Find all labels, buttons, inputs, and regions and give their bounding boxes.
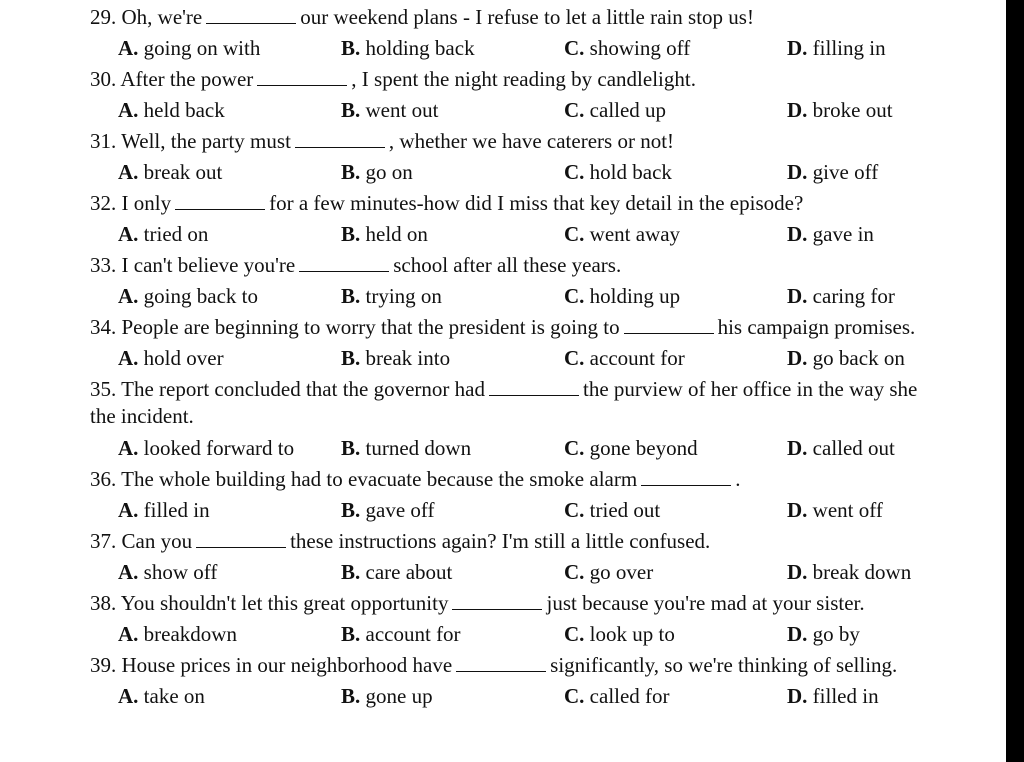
option-c: C. tried out [564, 498, 661, 522]
option-a: A. filled in [118, 498, 210, 522]
answer-blank [641, 467, 731, 486]
option-a: A. take on [118, 684, 205, 708]
option-c: C. showing off [564, 36, 691, 60]
question-37: 37. Can you these instructions again? I'm still a little confused. [90, 529, 711, 553]
option-b: B. care about [341, 560, 453, 584]
option-c: C. went away [564, 222, 681, 246]
option-c: C. hold back [564, 160, 672, 184]
answer-blank [489, 377, 579, 396]
option-d: D. go by [787, 622, 860, 646]
option-a: A. breakdown [118, 622, 237, 646]
option-b: B. went out [341, 98, 439, 122]
option-a: A. hold over [118, 346, 224, 370]
option-d: D. went off [787, 498, 883, 522]
option-b: B. holding back [341, 36, 475, 60]
answer-blank [456, 653, 546, 672]
option-b: B. account for [341, 622, 461, 646]
option-b: B. gave off [341, 498, 435, 522]
option-a: A. going on with [118, 36, 261, 60]
option-d: D. caring for [787, 284, 895, 308]
answer-blank [175, 191, 265, 210]
question-36: 36. The whole building had to evacuate because the smoke alarm . [90, 467, 741, 491]
option-c: C. called up [564, 98, 667, 122]
option-c: C. account for [564, 346, 685, 370]
option-a: A. break out [118, 160, 223, 184]
question-34: 34. People are beginning to worry that the president is going to his campaign promises. [90, 315, 916, 339]
question-35: 35. The report concluded that the governor had the purview of her office in the way she [90, 377, 918, 401]
option-c: C. look up to [564, 622, 675, 646]
option-d: D. called out [787, 436, 895, 460]
answer-blank [206, 5, 296, 24]
option-d: D. give off [787, 160, 879, 184]
option-b: B. held on [341, 222, 428, 246]
option-b: B. trying on [341, 284, 442, 308]
option-d: D. go back on [787, 346, 905, 370]
question-38: 38. You shouldn't let this great opportunity just because you're mad at your sister. [90, 591, 865, 615]
option-c: C. go over [564, 560, 654, 584]
answer-blank [257, 67, 347, 86]
option-a: A. going back to [118, 284, 258, 308]
answer-blank [624, 315, 714, 334]
answer-blank [299, 253, 389, 272]
answer-blank [196, 529, 286, 548]
question-33: 33. I can't believe you're school after all these years. [90, 253, 622, 277]
question-35-continuation: the incident. [90, 404, 194, 428]
answer-blank [452, 591, 542, 610]
question-31: 31. Well, the party must , whether we have caterers or not! [90, 129, 675, 153]
question-29: 29. Oh, we're our weekend plans - I refuse to let a little rain stop us! [90, 5, 754, 29]
option-a: A. looked forward to [118, 436, 295, 460]
option-d: D. broke out [787, 98, 893, 122]
option-d: D. gave in [787, 222, 874, 246]
option-d: D. break down [787, 560, 912, 584]
question-30: 30. After the power , I spent the night reading by candlelight. [90, 67, 696, 91]
option-c: C. called for [564, 684, 670, 708]
question-32: 32. I only for a few minutes-how did I miss that key detail in the episode? [90, 191, 804, 215]
option-a: A. show off [118, 560, 218, 584]
option-d: D. filled in [787, 684, 879, 708]
right-edge-bar [1006, 0, 1024, 762]
answer-blank [295, 129, 385, 148]
option-d: D. filling in [787, 36, 886, 60]
option-c: C. holding up [564, 284, 681, 308]
option-a: A. held back [118, 98, 225, 122]
option-b: B. break into [341, 346, 451, 370]
question-39: 39. House prices in our neighborhood have significantly, so we're thinking of selling. [90, 653, 898, 677]
option-b: B. go on [341, 160, 413, 184]
option-b: B. gone up [341, 684, 433, 708]
option-c: C. gone beyond [564, 436, 698, 460]
option-a: A. tried on [118, 222, 209, 246]
option-b: B. turned down [341, 436, 472, 460]
